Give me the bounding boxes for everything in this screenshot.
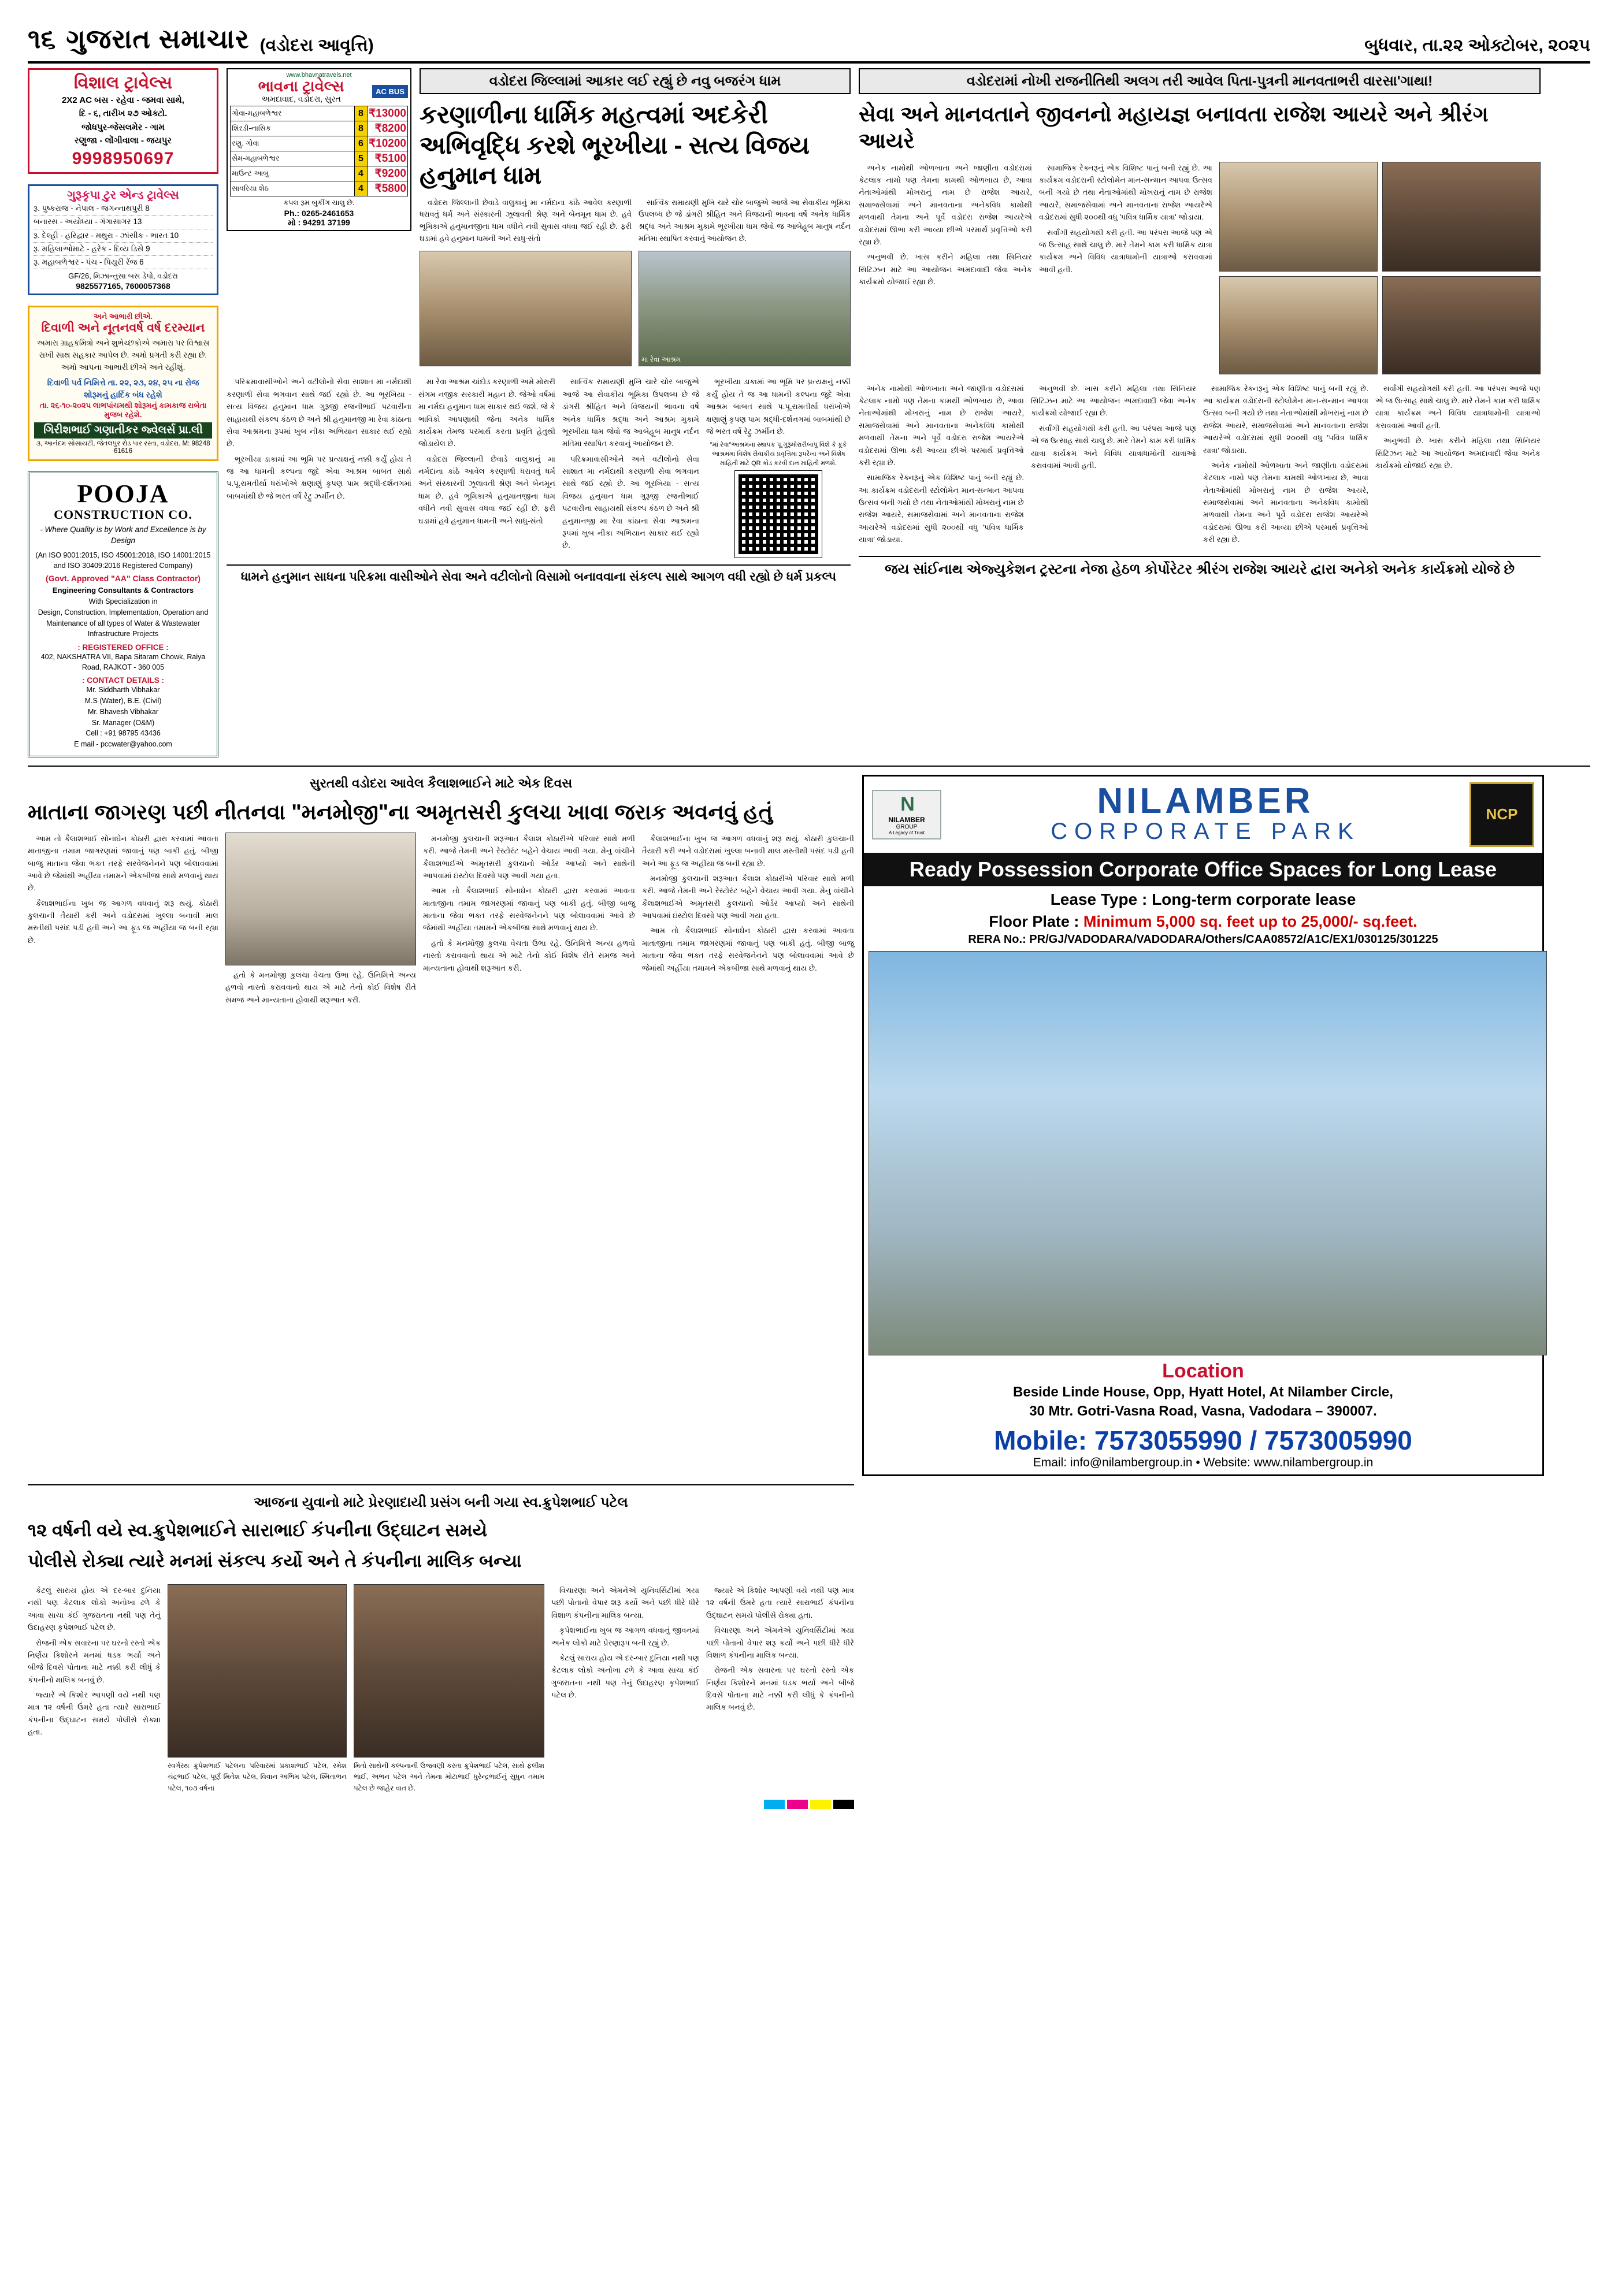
seva-col1 — [859, 162, 1032, 288]
nilamber-title: NILAMBER — [1097, 781, 1314, 821]
route-cell: માઉન્ટ આબુ — [231, 166, 355, 181]
qr-code[interactable] — [735, 471, 822, 558]
seva-para: સામાજિક રેક્નરૂનું એક વિશિષ્ટ પાનું બની રહ્યું છે. આ કાર્યક્રમ વડોદરાની સ્ટોલોમેન માન-સન્માન આપવા ઉત્સવ બની ગયો છે તથા નેતાઓમાંથી મોખરાનું નામ છે રાજેશ આયરે, સમાજસેવામાં અને માનવતાના રાજેશ આયરેએ વડોદરામાં સુધી ૨૦૦થી વધુ 'પવિત્ર ધાર્મિક યાત્રા' જોડાયા. — [859, 473, 1024, 544]
article-photo-ashram — [639, 251, 851, 366]
nilamber-logo-sub: GROUP — [896, 824, 918, 831]
seva-col5 — [1203, 382, 1368, 546]
bajrang-col4 — [706, 376, 851, 437]
article-photo-distribution — [1219, 276, 1378, 374]
price-cell: ₹9200 — [368, 166, 408, 181]
ad-row: બનારસ - અયોધ્યા - ગંગાસાગર 13 — [34, 216, 213, 229]
ad-dates: દિવાળી પર્વ નિમિત્તે તા. ૨૨, ૨૩, ૨૪, ૨૫ ના રોજ શોરૂમનું હાર્દિક બંધ રહેશે — [47, 378, 199, 400]
seva-para: અનેક નામોથી ઓળખાતા અને જાણીતા વડોદરામાં કેટલાક નામો પણ તેમના કામથી ઓળખાય છે, આવા નેતાઓમાંથી મોખરાનું નામ છે રાજેશ આયરે, સમાજસેવામાં અને માનવતાના અનેકવિધ કામોથી મળવાથી તેમના અને પૂર્વે વડોદરા રાજેશ આયરેએ વડોદરામાં ઊભા કરી આવ્યા છીએ પરમાર્થ પ્રવૃત્તિઓ કરી રહ્યા છે. — [1203, 460, 1368, 544]
ad-contact-email[interactable]: E mail - pccwater@yahoo.com — [74, 740, 172, 749]
kulcha-para: આમ તો કૈલાશભાઈ સોનાઘેન કોઠારી દ્વારા કરવામાં આવતા માતાજીના તમામ જાગરણમાં જાવાનું પણ બાકી હતું. બીજી બાજુ માતાના જેવા ભક્ત તરફે સરવેજનેનને પણ બોલાવવામાં આવે છે જેમાંથી અહીંયા તમામને એકબીજા સાથે મળવાનું થાય છે. — [28, 834, 218, 893]
qr-note: "માં રેવા"આશ્રમના સ્થાપક પૂ.ગુરૂમોરારીબાપુ વિશે કે કૂકે આશ્રમમાં વિશેષ સેવાકીય પ્રવૃત્તિમાં રૂપરેખા અને વિશેષ માહિતી માટે QR કોડ કરવી દાન માહિતી મળશે. — [710, 441, 847, 467]
krupesh-para: વિચારણા અને એમનેએ યુનિવર્સિટીમાં ગયા પછી પોતાનો વેપાર શરૂ કર્યો અને પછી ધીરે ધીરે વિશાળ કંપનીના માલિક બન્યા. — [706, 1626, 854, 1659]
table-row — [231, 136, 408, 151]
seva-col3 — [859, 382, 1024, 546]
kulcha-para: હતો કે મનમોજી કુલચા વેચતા ઉભા રહે. ઉનિમિત્તે અન્ય હળવો નાસ્તો કરાવવાનો થાય એ માટે તેનો કોઈ વિશેષ રીતે સમજ અને માન્યતાના હોવાથી શરૂઆત કરી. — [225, 970, 416, 1004]
ad-footer: કપલ રૂમ બુકીંગ ચાલુ છે. — [283, 199, 355, 207]
article-photo-kulcha-shop — [225, 833, 416, 965]
middle-section — [28, 775, 1590, 1476]
seva-section — [859, 68, 1541, 757]
ad-gurukrupa-travels[interactable] — [28, 184, 218, 295]
kulcha-section — [28, 775, 854, 1476]
seva-para: અનુભવી છે. ખાસ કરીને મહિલા તથા સિનિયર સિટિઝન માટે આ આયોજન અમદાવાદી જેવા અનેક કાર્યક્રમો યોજાઈ રહ્યા છે. — [1031, 384, 1196, 418]
kulcha-para: કૈલાશભાઈના ખુબ જ આગળ વધવાનું શરૂ થયું. કોઠારી કુલચાની તૈયારી કરી અને વડોદરામાં ખુલ્લા બનાવી માલ મસ્તીથી પસંદ પડી હતી અને આ ફૂડ જ અહીંયા જ બની રહ્યા છે. — [642, 834, 854, 868]
ad-tagline: - Where Quality is by Work and Excellence is by Design — [40, 525, 206, 545]
bajrang-para: વડોદરા જિલ્લાની છેવાડે વાલુકાનું મા નર્મદાના કાંઠે આવેલ કરણાળી ધરાવતું ધર્મ અને સંસ્કારની ઝૂલાવતી શ્રેણ અને બેનમૂન ધામ છે. હવે ભૂમિકાએ હનુમાનજીના ધામ વધીને નવી સુવાસ વધવા જઈ રહી છે. ફરી ઘડામાં હવે હનુમાન ધામની અને સાધુ-સંતો — [420, 198, 632, 243]
ncp-logo-text: NCP — [1486, 805, 1518, 823]
krupesh-para: કૃપેશભાઈના ખુબ જ આગળ વધવાનું જીવનમાં અનેક લોકો માટે પ્રેરણારૂપ બની રહ્યું છે. — [551, 1626, 699, 1647]
photo-caption: મા રેવા આશ્રમ — [641, 355, 681, 364]
krupesh-col4 — [551, 1584, 699, 1701]
ad-regoffice-address: 402, NAKSHATRA VII, Bapa Sitaram Chowk, Raiya Road, RAJKOT - 360 005 — [40, 653, 206, 672]
nilamber-subtitle: CORPORATE PARK — [1051, 818, 1360, 844]
ad-contact-head: : CONTACT DETAILS : — [82, 676, 164, 685]
nilamber-building-photo — [869, 951, 1547, 1355]
nilamber-logo-mark: N — [900, 793, 913, 816]
days-cell: 4 — [355, 166, 368, 181]
top-section — [28, 68, 1590, 757]
qr-block — [706, 441, 851, 558]
ad-brand: ભાવના ટ્રાવેલ્સ — [258, 77, 344, 95]
seva-para: અનેક નામોથી ઓળખાતા અને જાણીતા વડોદરામાં કેટલાક નામો પણ તેમના કામથી ઓળખાય છે, આવા નેતાઓમાંથી મોખરાનું નામ છે રાજેશ આયરે, સમાજસેવામાં અને માનવતાના અનેકવિધ કામોથી મળવાથી તેમના અને પૂર્વે વડોદરા રાજેશ આયરેએ વડોદરામાં ઊભા કરી આવ્યા છીએ પરમાર્થ પ્રવૃત્તિઓ કરી રહ્યા છે. — [859, 163, 1032, 246]
seva-para: અનુભવી છે. ખાસ કરીને મહિલા તથા સિનિયર સિટિઝન માટે આ આયોજન અમદાવાદી જેવા અનેક કાર્યક્રમો યોજાઈ રહ્યા છે. — [1375, 436, 1541, 470]
kulcha-kicker: સુરતથી વડોદરા આવેલ કૈલાશભાઈને માટે એક દિવસ — [309, 775, 573, 790]
seva-para: સર્વાંગી સહયોગથી કરી હતી. આ પરંપરા આજે પણ એ જ ઉત્સાહ સાથે ચાલુ છે. મારે તેમને કામ કરી ધાર્મિક યાત્રા કાર્યક્રમ અને વિવિધ યાત્રાધામોની યાત્રાઓ કરાવવામાં આવી હતી. — [1375, 384, 1541, 430]
ad-company-name: POOJA — [77, 480, 169, 508]
ad-website[interactable]: www.bhavnatravels.net — [286, 72, 352, 79]
nilamber-lease-type: Lease Type : Long-term corporate lease — [1050, 890, 1356, 908]
nilamber-floor-plate — [864, 913, 1542, 931]
route-cell: શિરડી-નાસિક — [231, 121, 355, 136]
edition-label: (વડોદરા આવૃત્તિ) — [259, 36, 374, 55]
nilamber-email[interactable]: Email: info@nilambergroup.in • Website: www.nilambergroup.in — [1033, 1456, 1374, 1470]
ad-address: GF/26, મિઝાન્તુસા બસ ડેપો, વડોદરા — [68, 272, 178, 281]
route-cell: સેમ-મહાબળેશ્વર — [231, 151, 355, 166]
kulcha-para: આમ તો કૈલાશભાઈ સોનાઘેન કોઠારી દ્વારા કરવામાં આવતા માતાજીના તમામ જાગરણમાં જાવાનું પણ બાકી હતું. બીજી બાજુ માતાના જેવા ભક્ત તરફે સરવેજનેનને પણ બોલાવવામાં આવે છે જેમાંથી અહીંયા તમામને એકબીજા સાથે મળવાનું થાય છે. — [642, 926, 854, 972]
bajrang-col2 — [418, 376, 555, 527]
bajrang-para: વડોદરા જિલ્લાની છેવાડે વાલુકાનું મા નર્મદાના કાંઠે આવેલ કરણાળી ધરાવતું ધર્મ અને સંસ્કારની ઝૂલાવતી શ્રેણ અને બેનમૂન ધામ છે. હવે ભૂમિકાએ હનુમાનજીના ધામ વધીને નવી સુવાસ વધવા જઈ રહી છે. ફરી ઘડામાં હવે હનુમાન ધામની અને સાધુ-સંતો — [418, 454, 555, 525]
seva-col2 — [1039, 162, 1212, 276]
ad-vishal-travels[interactable] — [28, 68, 218, 174]
ad-govt-approval: (Govt. Approved "AA" Class Contractor) — [46, 574, 201, 584]
ad-phone[interactable]: 9825577165, 7600057368 — [76, 281, 170, 291]
article-photo-event — [1382, 276, 1541, 374]
krupesh-para: જ્યારે એ કિશોર આપણી વયે નથી પણ માત્ર ૧૨ વર્ષની ઉંમરે હતા ત્યારે સારાભાઈ કંપનીના ઉદ્ઘાટન સમયે પોલીસે રોક્યા હતા. — [706, 1586, 854, 1619]
krupesh-col1 — [28, 1584, 161, 1738]
seva-para: અનુભવી છે. ખાસ કરીને મહિલા તથા સિનિયર સિટિઝન માટે આ આયોજન અમદાવાદી જેવા અનેક કાર્યક્રમો યોજાઈ રહ્યા છે. — [859, 252, 1032, 287]
kulcha-para: આમ તો કૈલાશભાઈ સોનાઘેન કોઠારી દ્વારા કરવામાં આવતા માતાજીના તમામ જાગરણમાં જાવાનું પણ બાકી હતું. બીજી બાજુ માતાના જેવા ભક્ત તરફે સરવેજનેનને પણ બોલાવવામાં આવે છે જેમાંથી અહીંયા તમામને એકબીજા સાથે મળવાનું થાય છે. — [423, 886, 635, 932]
days-cell: 4 — [355, 181, 368, 196]
nilamber-logo-text: NILAMBER — [888, 816, 925, 824]
ad-text: અમારા ગ્રાહકમિત્રો અને શુભેચ્છકોએ અમારા પર વિશ્વાસ રાખી સાથ સહકાર આપેલ છે. અમો પ્રગતી કરી રહ્યા છે. અમો આપના આભારી છીએ અને રહીશું. — [36, 339, 210, 372]
nilamber-location-line1: Beside Linde House, Opp, Hyatt Hotel, At Nilamber Circle, — [1013, 1384, 1393, 1400]
krupesh-para: રોજની એક સવારના પર ઘરનો રસ્તો એક નિર્ણય કિશોરને મનમાં ધડક ભર્યા અને બીજે દિવસે પોતાના માટે નક્કી કરી લીધું કે કંપનીનો માલિક બનવું છે. — [706, 1666, 854, 1712]
krupesh-para: જ્યારે એ કિશોર આપણી વયે નથી પણ માત્ર ૧૨ વર્ષની ઉંમરે હતા ત્યારે સારાભાઈ કંપનીના ઉદ્ઘાટન સમયે પોલીસે રોક્યા હતા. — [28, 1691, 161, 1737]
seva-footer-kicker: જય સાંઈનાથ એજ્યુકેશન ટ્રસ્ટના નેજા હેઠળ કોર્પોરેટર શ્રીરંગ રાજેશ આયરે દ્વારા અનેકો અનેક કાર્યક્રમો યોજે છે — [859, 556, 1541, 579]
article-photo-felicitation — [1219, 162, 1378, 272]
seva-para: અનેક નામોથી ઓળખાતા અને જાણીતા વડોદરામાં કેટલાક નામો પણ તેમના કામથી ઓળખાય છે, આવા નેતાઓમાંથી મોખરાનું નામ છે રાજેશ આયરે, સમાજસેવામાં અને માનવતાના અનેકવિધ કામોથી મળવાથી તેમના અને પૂર્વે વડોદરા રાજેશ આયરેએ વડોદરામાં ઊભા કરી આવ્યા છીએ પરમાર્થ પ્રવૃત્તિઓ કરી રહ્યા છે. — [859, 384, 1024, 467]
date-line: બુધવાર, તા.૨૨ ઓક્ટોબર, ૨૦૨૫ — [1364, 36, 1590, 55]
seva-para: સામાજિક રેક્નરૂનું એક વિશિષ્ટ પાનું બની રહ્યું છે. આ કાર્યક્રમ વડોદરાની સ્ટોલોમેન માન-સન્માન આપવા ઉત્સવ બની ગયો છે તથા નેતાઓમાંથી મોખરાનું નામ છે રાજેશ આયરે, સમાજસેવામાં અને માનવતાના રાજેશ આયરેએ વડોદરામાં સુધી ૨૦૦થી વધુ 'પવિત્ર ધાર્મિક યાત્રા' જોડાયા. — [1203, 384, 1368, 455]
days-cell: 8 — [355, 106, 368, 121]
ad-line2: દિ - ૬, તારીખ ૨૭ ઓક્ટો. — [79, 109, 168, 119]
nilamber-band: Ready Possession Corporate Office Spaces for Long Lease — [864, 853, 1542, 886]
krupesh-para: કેટલું સારાય હોય એ દર-બાર દુનિયા નથી પણ કેટલાક લોકો અનોખા ઢળે કે આવા સાચા કંઈ ગુજરાતના નથી પણ તેનું ઉદાહરણ કૃપેશભાઈ પટેલ છે. — [28, 1586, 161, 1632]
ad-spec-sub: With Specialization in — [88, 597, 158, 606]
bajrang-para: ભૂરખીયા ડાકામાં આ ભૂમિ પર પ્રત્યક્ષનું નક્કી કર્યું હોય તે જ આ ધામની કલ્પના જુદે એવા આશ્રમ બાબત સાથે પ.પૂ.રામતીર્થા ધરાંખોએ ક્ષણાણું કૃપણ પામ શ્રદ્ધી-દર્શનગમાં બાબમાંથી છે જે ભરત વર્ષે રેટ્રુ ઝર્મીન છે. — [227, 454, 411, 500]
kulcha-col1 — [28, 833, 218, 946]
ad-route1: જોધપુર-જેસલમેર - ગામ — [81, 122, 165, 132]
kulcha-col3 — [423, 833, 635, 974]
krupesh-section — [28, 1493, 854, 1794]
krupesh-headline-l1: ૧૨ વર્ષની વયે સ્વ.ક્રુપેશભાઈને સારાભાઈ કંપનીના ઉદ્ઘાટન સમયે — [28, 1520, 488, 1541]
price-cell: ₹5800 — [368, 181, 408, 196]
kulcha-col4 — [642, 833, 854, 974]
seva-col6 — [1375, 382, 1541, 472]
ad-diwali-greeting[interactable] — [28, 306, 218, 461]
seva-para: સર્વાંગી સહયોગથી કરી હતી. આ પરંપરા આજે પણ એ જ ઉત્સાહ સાથે ચાલુ છે. મારે તેમને કામ કરી ધાર્મિક યાત્રા કાર્યક્રમ અને વિવિધ યાત્રાધામોની યાત્રાઓ કરાવવામાં આવી હતી. — [1039, 228, 1212, 274]
ad-spec-text: Design, Construction, Implementation, Operation and Maintenance of all types of Water & Wastewater Infrastructure Projects — [38, 608, 209, 638]
seva-para: સર્વાંગી સહયોગથી કરી હતી. આ પરંપરા આજે પણ એ જ ઉત્સાહ સાથે ચાલુ છે. મારે તેમને કામ કરી ધાર્મિક યાત્રા કાર્યક્રમ અને વિવિધ યાત્રાધામોની યાત્રાઓ કરાવવામાં આવી હતી. — [1031, 423, 1196, 470]
nilamber-mobile[interactable]: Mobile: 7573055990 / 7573005990 — [994, 1425, 1412, 1456]
bajrang-banner: વડોદરા જિલ્લામાં આકાર લઈ રહ્યું છે નવુ બજરંગ ધામ — [420, 68, 851, 94]
ad-regoffice-head: : REGISTERED OFFICE : — [77, 643, 169, 652]
days-cell: 6 — [355, 136, 368, 151]
cmyk-cyan — [764, 1800, 785, 1809]
bajrang-para: મા રેવા આશ્રમ ચાંદોડ કરણાળી અમે મોરારી સંગમ નજીક સરકારી મહાન છે. જેઓ વર્ષમાં મા નર્મદા હનુમાન ધામ સાકાર થઈ જશે. જે કે ભાવિકો આપણાથી જેના અનેક ધાર્મિક કાર્યક્રમ તેમજ પરમાર્થ કરતા પ્રવૃતિ હેતુથી જોડાયેલ છે. — [418, 377, 555, 448]
ad-contact-cell[interactable]: Cell : +91 98795 43436 — [86, 729, 161, 738]
route-cell: સાવરિયા શેઠ — [231, 181, 355, 196]
route-cell: રણુ. ગોવા — [231, 136, 355, 151]
ncp-logo — [1469, 782, 1534, 847]
article-photo-hanuman-idol — [420, 251, 632, 366]
bajrang-para: ભૂરખીયા ડાકામાં આ ભૂમિ પર પ્રત્યક્ષનું નક્કી કર્યું હોય તે જ આ ધામની કલ્પના જુદે એવા આશ્રમ બાબત સાથે પ.પૂ.રામતીર્થા ધરાંખોએ ક્ષણાણું કૃપણ પામ શ્રદ્ધી-દર્શનગમાં બાબમાંથી છે જે ભરત વર્ષે રેટ્રુ ઝર્મીન છે. — [706, 377, 851, 436]
cmyk-magenta — [787, 1800, 808, 1809]
nilamber-group-logo — [872, 790, 941, 839]
nilamber-location-line2: 30 Mtr. Gotri-Vasna Road, Vasna, Vadodara – 390007. — [1029, 1403, 1377, 1420]
article-photo-family — [168, 1584, 347, 1758]
floor-value: Minimum 5,000 sq. feet up to 25,000/- sq.feet. — [1083, 912, 1417, 930]
bajrang-para: સાત્વિક રામાયણી મુખિ ચારે ચોર બાજુએ આજે આ સેવાકીય ભૂમિકા ઉપલબ્ધ છે જે ડાંગરી શ્રીહિત અને વિજયની ભાવના વર્ષે અનેક ધાર્મિક શ્રદ્ધા અને આશ્રમ મુકામે ભૂરખીયા ધામ જેવો જ આબેહૂબ માનુષ નર્દન મતિમા સ્થાપિત કરવાનું આયોજન છે. — [562, 377, 699, 448]
seva-col4 — [1031, 382, 1196, 472]
ad-company-type: CONSTRUCTION CO. — [54, 507, 192, 522]
krupesh-caption1: સ્વર્ગસ્થ ક્રુપેશભાઈ પટેલના પરિવારમાં પ્રકાશભાઈ પટેલ, રમેશ ચંદ્રભાઈ પટેલ, પૂર્ણ મિતેશ પટેલ, વિવાન અભિમ પટેલ, શ્મિતાભન પટેલ, ૧૦૩ વર્ષના — [168, 1762, 347, 1792]
table-row — [231, 121, 408, 136]
price-cell: ₹10200 — [368, 136, 408, 151]
price-cell: ₹8200 — [368, 121, 408, 136]
article-photo-group — [1382, 162, 1541, 272]
ad-reopen: તા. ૨૬-૧૦-૨૦૨૫ લાભપાંચમથી શોરૂમનું કામકાજ રાબેતા મુજબ રહેશે. — [39, 401, 207, 419]
ad-line1: 2X2 AC બસ - રહેવા - જમવા સાથે, — [62, 95, 184, 105]
route-cell: ગોવા-મહાબળેશ્વર — [231, 106, 355, 121]
ad-cities: અમદાવાદ, વડોદરા, સુરત — [261, 94, 341, 104]
table-row — [231, 166, 408, 181]
ad-shop-address: ૩, આનંદમ સોસાયટી, જેતલપુર રોડ પાર રસ્તા, વડોદરા. M: 98248 61616 — [36, 440, 210, 455]
seva-headline: સેવા અને માનવતાને જીવનનો મહાયજ્ઞ બનાવતા રાજેશ આયરે અને શ્રીરંગ આયરે — [859, 102, 1489, 153]
krupesh-kicker: આજના યુવાનો માટે પ્રેરણાદાયી પ્રસંગ બની ગયા સ્વ.ક્રુપેશભાઈ પટેલ — [254, 1495, 628, 1511]
ad-contact-name2: Mr. Bhavesh Vibhakar — [87, 707, 159, 716]
ad-row: રૂ. પુષ્કરાજ - નેપાલ - જગન્નાથપુરી 8 — [34, 202, 213, 216]
bajrang-para: સાત્વિક રામાયણી મુખિ ચારે ચોર બાજુએ આજે આ સેવાકીય ભૂમિકા ઉપલબ્ધ છે જે ડાંગરી શ્રીહિત અને વિજયની ભાવના વર્ષે અનેક ધાર્મિક શ્રદ્ધા અને આશ્રમ મુકામે ભૂરખીયા ધામ જેવો જ આબેહૂબ માનુષ નર્દન મતિમા સ્થાપિત કરવાનું આયોજન છે. — [639, 198, 851, 243]
ads-column — [28, 68, 218, 757]
ad-acbus-badge: AC BUS — [372, 85, 408, 98]
kulcha-para: હતો કે મનમોજી કુલચા વેચતા ઉભા રહે. ઉનિમિત્તે અન્ય હળવો નાસ્તો કરાવવાનો થાય એ માટે તેનો કોઈ વિશેષ રીતે સમજ અને માન્યતાના હોવાથી શરૂઆત કરી. — [423, 938, 635, 972]
ad-shop-name: ગિરીશભાઈ ગણાતીકર જ્વેલર્સ પ્રા.લી — [34, 422, 212, 439]
table-row — [231, 181, 408, 196]
cmyk-yellow — [810, 1800, 831, 1809]
krupesh-caption2: મિતો સાથેની કલ્પનાની ઉજવણી કરતા ક્રુપેશભાઈ પટેલ, સાથે ફલીશ ભાઈ, અભન પટેલ અને તેમના મોટાભાઈ ધુરેન્દ્રભાઈનું સુધુન તમામ પટેલ છે જાહેર વાત છે. — [354, 1762, 544, 1792]
ad-route2: રણુજા - લોંગીવાલા - જયપુર — [74, 135, 172, 146]
kulcha-para: મનમોજી કુલચાની શરૂઆત કૈલાશ કોઠારીએ પરિવાર સાથે મળી કરી. આજે તેમની અને રેસ્ટોરંટ બહેને વેચાય આવી ગયા. મેનુ વાંચીને કૈલાશભાઈએ અમૃતસરી કુલચાનો ઓર્ડર આપ્યો અને સાથેની આપવામાં ઇંસ્ટોલ દિવસો પણ આવી ગયા હતા. — [642, 874, 854, 920]
table-row — [231, 106, 408, 121]
ad-brand: વિશાલ ટ્રાવેલ્સ — [73, 73, 173, 92]
krupesh-para: વિચારણા અને એમનેએ યુનિવર્સિટીમાં ગયા પછી પોતાનો વેપાર શરૂ કર્યો અને પછી ધીરે ધીરે વિશાળ કંપનીના માલિક બન્યા. — [551, 1586, 699, 1619]
ad-title: દિવાળી અને નૂતનવર્ષ વર્ષ દરમ્યાન — [41, 321, 205, 335]
kulcha-headline: માતાના જાગરણ પછી નીતનવા "મનમોજી"ના અમૃતસરી કુલચા ખાવા જરાક અવનવું હતું — [28, 800, 773, 824]
bajrang-para: પરિક્રમાવાસીઓને અને વટીલોનો સેવા સાશાત મા નર્મદાથી કરણાળી સેવા ભગવાન સાથે જઈ રહ્યો છે. આ ભૂરખિયા - સત્ય વિજય હનુમાન ધામ ગુરૂજી રજનીભાઈ પટવારીના સાહાયથી સંકલ્પ કંઠળ છે અને શ્રી હનુમાનજી મા રેવા કાંઠાના સેવા આશ્રમના રૂપમાં ખુબ નીકા અભિયાન સાકાર થઈ રહ્યો છે. — [227, 377, 411, 448]
days-cell: 8 — [355, 121, 368, 136]
nilamber-rera: RERA No.: PR/GJ/VADODARA/VADODARA/Others/CAA08572/A1C/EX1/030125/301225 — [968, 932, 1438, 946]
krupesh-para: કેટલું સારાય હોય એ દર-બાર દુનિયા નથી પણ કેટલાક લોકો અનોખા ઢળે કે આવા સાચા કંઈ ગુજરાતના નથી પણ તેનું ઉદાહરણ કૃપેશભાઈ પટેલ છે. — [551, 1653, 699, 1699]
krupesh-para: રોજની એક સવારના પર ઘરનો રસ્તો એક નિર્ણય કિશોરને મનમાં ધડક ભર્યા અને બીજે દિવસે પોતાના માટે નક્કી કરી લીધું કે કંપનીનો માલિક બનવું છે. — [28, 1638, 161, 1684]
paper-name: ગુજરાત સમાચાર — [66, 24, 250, 54]
nilamber-logo-tag: A Legacy of Trust — [889, 830, 925, 836]
price-cell: ₹13000 — [368, 106, 408, 121]
ad-phone[interactable]: 9998950697 — [72, 149, 175, 168]
ad-contact-title2: Sr. Manager (O&M) — [91, 718, 155, 727]
article-photo-celebration — [354, 1584, 544, 1758]
bajrang-section — [227, 68, 851, 757]
ad-contact-name1: Mr. Siddharth Vibhakar — [86, 686, 160, 694]
bajrang-para: પરિક્રમાવાસીઓને અને વટીલોનો સેવા સાશાત મા નર્મદાથી કરણાળી સેવા ભગવાન સાથે જઈ રહ્યો છે. આ ભૂરખિયા - સત્ય વિજય હનુમાન ધામ ગુરૂજી રજનીભાઈ પટવારીના સાહાયથી સંકલ્પ કંઠળ છે અને શ્રી હનુમાનજી મા રેવા કાંઠાના સેવા આશ્રમના રૂપમાં ખુબ નીકા અભિયાન સાકાર થઈ રહ્યો છે. — [562, 454, 699, 550]
ad-top-line: અને આભારી છીએ. — [93, 312, 153, 321]
ad-nilamber-corporate-park[interactable] — [862, 775, 1544, 1476]
bajrang-col3 — [562, 376, 699, 551]
ad-bhavna-travels[interactable] — [227, 68, 411, 231]
kulcha-col2 — [225, 969, 416, 1006]
bajrang-headline: કરણાળીના ધાર્મિક મહત્વમાં અદકેરી અભિવૃદ્ધિ કરશે ભૂરખીયા - સત્ય વિજય હનુમાન ધામ — [420, 101, 810, 190]
cmyk-registration-marks — [28, 1800, 1590, 1809]
ad-phone1[interactable]: Ph.: 0265-2461653 — [284, 208, 354, 218]
ad-iso: (An ISO 9001:2015, ISO 45001:2018, ISO 14001:2015 and ISO 30409:2016 Registered Company) — [35, 551, 211, 570]
cmyk-black — [833, 1800, 854, 1809]
masthead — [28, 23, 1590, 64]
bajrang-col1 — [227, 376, 411, 502]
ad-pooja-construction[interactable] — [28, 471, 218, 757]
ad-row: રૂ. મહિલાઓમાટે - હરેક - દિવ્ય ડિસે 9 — [34, 243, 213, 256]
price-cell: ₹5100 — [368, 151, 408, 166]
page-number: ૧૬ — [28, 24, 56, 54]
ad-spec-head: Engineering Consultants & Contractors — [52, 586, 194, 595]
ad-row: રૂ. દેલ્હી - હરિદ્વાર - મથુરા - ઝાંસીક - ભારત 10 — [34, 229, 213, 243]
kulcha-para: કૈલાશભાઈના ખુબ જ આગળ વધવાનું શરૂ થયું. કોઠારી કુલચાની તૈયારી કરી અને વડોદરામાં ખુલ્લા બનાવી માલ મસ્તીથી પસંદ પડી હતી અને આ ફૂડ જ અહીંયા જ બની રહ્યા છે. — [28, 898, 218, 945]
seva-banner: વડોદરામાં નોખી રાજનીતિથી અલગ તરી આવેલ પિતા-પુત્રની માનવતાભરી વારસા'ગાથા! — [859, 68, 1541, 94]
floor-label: Floor Plate : — [989, 912, 1083, 930]
days-cell: 5 — [355, 151, 368, 166]
kulcha-para: મનમોજી કુલચાની શરૂઆત કૈલાશ કોઠારીએ પરિવાર સાથે મળી કરી. આજે તેમની અને રેસ્ટોરંટ બહેને વેચાય આવી ગયા. મેનુ વાંચીને કૈલાશભાઈએ અમૃતસરી કુલચાનો ઓર્ડર આપ્યો અને સાથેની આપવામાં ઇંસ્ટોલ દિવસો પણ આવી ગયા હતા. — [423, 834, 635, 880]
bottom-section — [28, 1493, 1590, 1794]
ad-row: રૂ. મહાબળેશ્વર - પંચ - પિયુરી રેંજ 6 — [34, 256, 213, 269]
seva-para: સામાજિક રેક્નરૂનું એક વિશિષ્ટ પાનું બની રહ્યું છે. આ કાર્યક્રમ વડોદરાની સ્ટોલોમેન માન-સન્માન આપવા ઉત્સવ બની ગયો છે તથા નેતાઓમાંથી મોખરાનું નામ છે રાજેશ આયરે, સમાજસેવામાં અને માનવતાના રાજેશ આયરેએ વડોદરામાં સુધી ૨૦૦થી વધુ 'પવિત્ર ધાર્મિક યાત્રા' જોડાયા. — [1039, 163, 1212, 222]
table-row — [231, 151, 408, 166]
ad-header: ગુરૂકૃપા ટુર એન્ડ ટ્રાવેલ્સ — [67, 189, 179, 202]
krupesh-headline-l2: પોલીસે રોક્યા ત્યારે મનમાં સંકલ્પ કર્યો અને તે કંપનીના માલિક બન્યા — [28, 1550, 522, 1571]
nilamber-location-title: Location — [1162, 1359, 1244, 1382]
krupesh-col5 — [706, 1584, 854, 1714]
fare-table — [230, 106, 408, 196]
ad-phone2[interactable]: મો : 94291 37199 — [288, 217, 350, 227]
bajrang-sub-kicker: ધામને હનુમાન સાધના પરિક્રમા વાસીઓને સેવા અને વટીલોનો વિસામો બનાવવાના સંકલ્પ સાથે આગળ વધી રહ્યો છે ધર્મ પ્રકલ્પ — [227, 564, 851, 585]
ad-contact-title1: M.S (Water), B.E. (Civil) — [84, 697, 162, 705]
nilamber-header — [864, 777, 1542, 853]
